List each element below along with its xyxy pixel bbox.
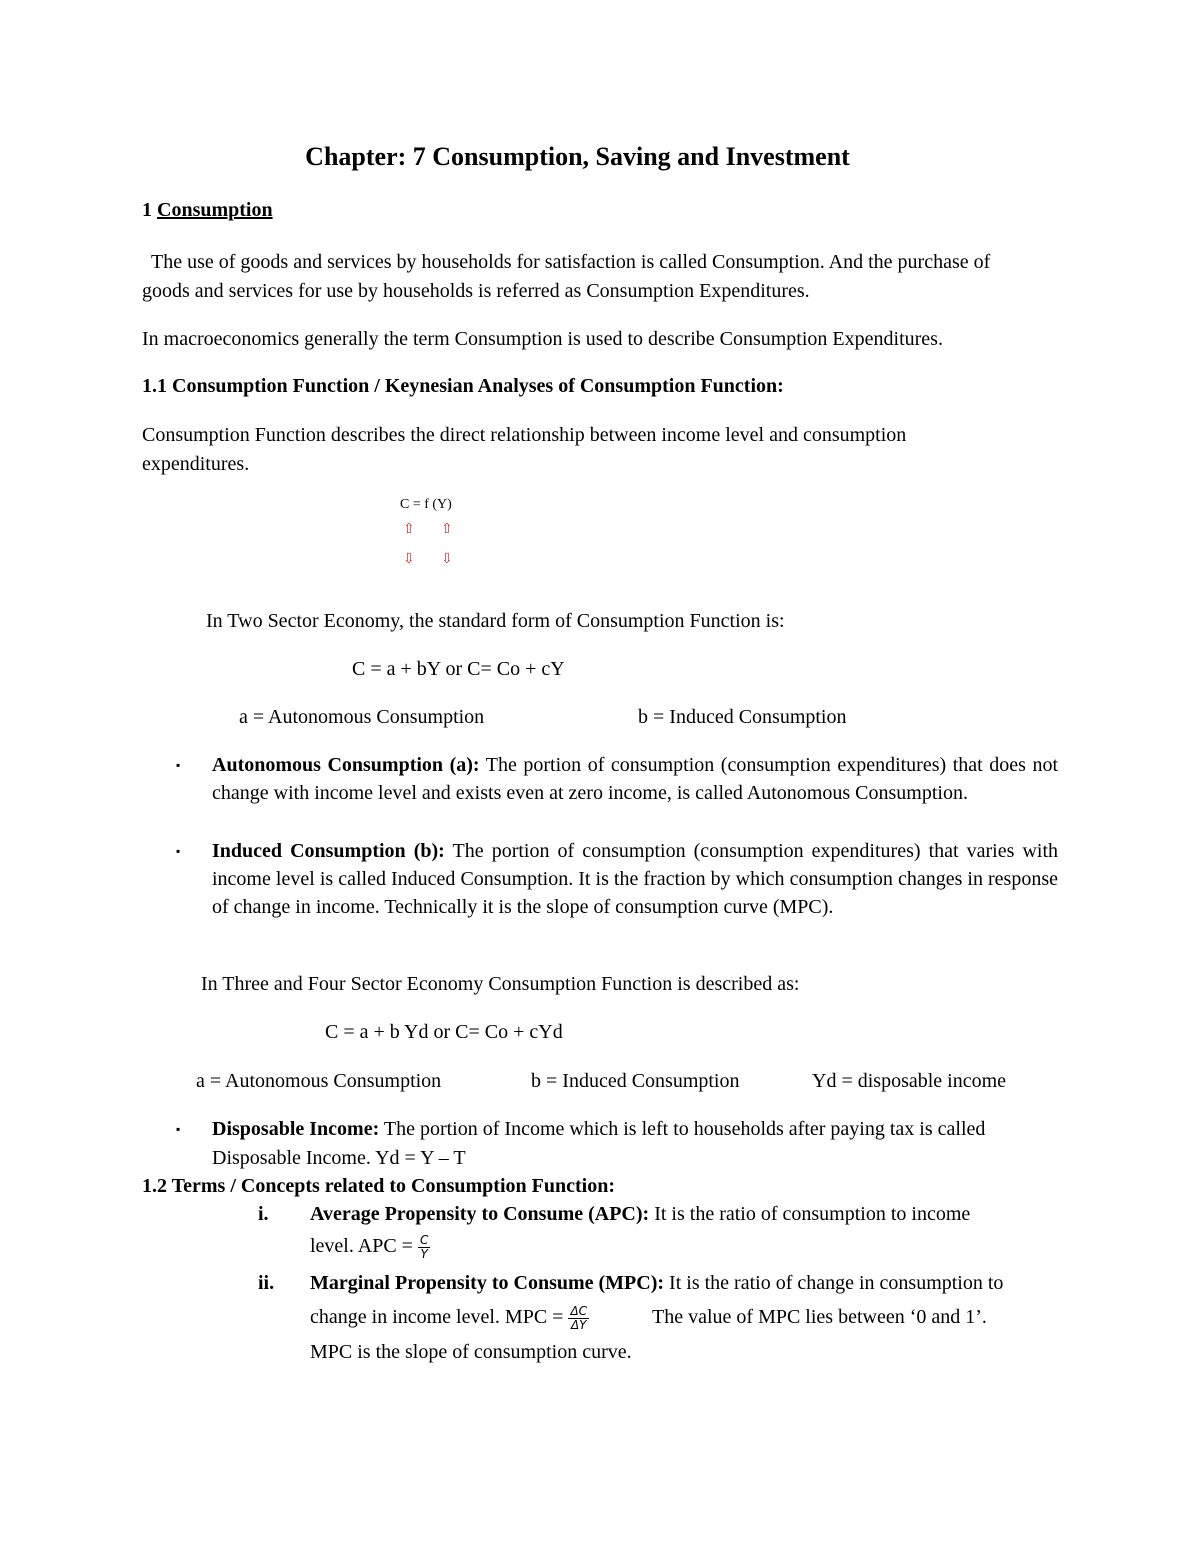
mpc-term-line	[310, 1269, 1003, 1297]
arrow-down-icon: ⇩	[441, 552, 453, 567]
section-1-2-heading: 1.2 Terms / Concepts related to Consumption Function:	[142, 1175, 615, 1197]
definition-b-induced: b = Induced Consumption	[638, 706, 847, 728]
section-1-title: Consumption	[157, 199, 273, 221]
formula-c-equals-f-y: C = f (Y)	[400, 497, 452, 512]
bullet-icon: ▪	[176, 844, 181, 858]
paragraph-macroeconomics: In macroeconomics generally the term Consumption is used to describe Consumption Expenditures.	[142, 328, 943, 350]
mpc-slope-note: MPC is the slope of consumption curve.	[310, 1341, 632, 1363]
mpc-formula	[310, 1303, 589, 1332]
bullet-induced-consumption	[212, 837, 1058, 921]
mpc-formula-label: change in income level. MPC =	[310, 1306, 564, 1328]
page-title: Chapter: 7 Consumption, Saving and Investment	[305, 142, 850, 171]
two-sector-formula: C = a + bY or C= Co + cY	[352, 658, 565, 680]
bullet-disposable-income	[212, 1115, 985, 1143]
mpc-range-note: The value of MPC lies between ‘0 and 1’.	[652, 1306, 987, 1328]
definition-b-induced: b = Induced Consumption	[531, 1070, 740, 1092]
section-1-number: 1	[142, 199, 152, 221]
arrow-down-icon: ⇩	[403, 552, 415, 567]
bullet-text: The portion of consumption (consumption expenditures) that does not change with income level and exists even at zero income, is called Autonomous Consumption.	[212, 754, 1058, 804]
apc-text: It is the ratio of consumption to income	[654, 1203, 971, 1225]
paragraph-consumption-line2: goods and services for use by households is referred as Consumption Expenditures.	[142, 280, 810, 302]
consumption-function-desc-line2: expenditures.	[142, 453, 250, 475]
three-four-sector-intro: In Three and Four Sector Economy Consumption Function is described as:	[201, 973, 800, 995]
two-sector-intro: In Two Sector Economy, the standard form of Consumption Function is:	[206, 610, 785, 632]
apc-formula	[310, 1232, 430, 1261]
bullet-term: Induced Consumption (b):	[212, 840, 445, 862]
apc-term: Average Propensity to Consume (APC):	[310, 1203, 650, 1225]
fraction-numerator: C	[419, 1232, 429, 1247]
mpc-fraction	[568, 1305, 589, 1332]
section-1-1-heading: 1.1 Consumption Function / Keynesian Analyses of Consumption Function:	[142, 375, 784, 397]
apc-formula-label: level. APC =	[310, 1235, 413, 1257]
fraction-numerator: ΔC	[570, 1303, 588, 1318]
arrow-up-icon: ⇧	[441, 522, 453, 537]
bullet-icon: ▪	[176, 1122, 181, 1136]
section-1-heading	[142, 196, 273, 224]
definition-a-autonomous: a = Autonomous Consumption	[196, 1070, 442, 1092]
three-four-sector-formula: C = a + b Yd or C= Co + cYd	[325, 1021, 563, 1043]
apc-fraction	[418, 1234, 430, 1261]
list-number: ii.	[258, 1272, 275, 1294]
consumption-function-desc-line1: Consumption Function describes the direct relationship between income level and consumption	[142, 424, 907, 446]
bullet-text: The portion of Income which is left to households after paying tax is called	[383, 1118, 986, 1140]
definition-yd-disposable: Yd = disposable income	[812, 1070, 1007, 1092]
bullet-icon: ▪	[176, 758, 181, 772]
mpc-text: It is the ratio of change in consumption to	[669, 1272, 1004, 1294]
apc-term-line	[310, 1200, 970, 1228]
fraction-denominator: Y	[420, 1246, 428, 1261]
mpc-term: Marginal Propensity to Consume (MPC):	[310, 1272, 665, 1294]
bullet-term: Disposable Income:	[212, 1118, 380, 1140]
fraction-denominator: ΔY	[570, 1317, 587, 1332]
list-number: i.	[258, 1203, 269, 1225]
definition-a-autonomous: a = Autonomous Consumption	[239, 706, 485, 728]
arrow-up-icon: ⇧	[403, 522, 415, 537]
bullet-autonomous-consumption	[212, 751, 1058, 807]
disposable-income-formula: Disposable Income. Yd = Y – T	[212, 1147, 466, 1169]
bullet-term: Autonomous Consumption (a):	[212, 754, 480, 776]
paragraph-consumption-line1: The use of goods and services by households for satisfaction is called Consumption. And the purchase of	[151, 251, 991, 273]
bullet-text: The portion of consumption (consumption expenditures) that varies with income level is called Induced Consumption. It is the fraction by which consumption changes in response of change in income. Technically it is the slope of consumption curve (MPC).	[212, 840, 1058, 918]
